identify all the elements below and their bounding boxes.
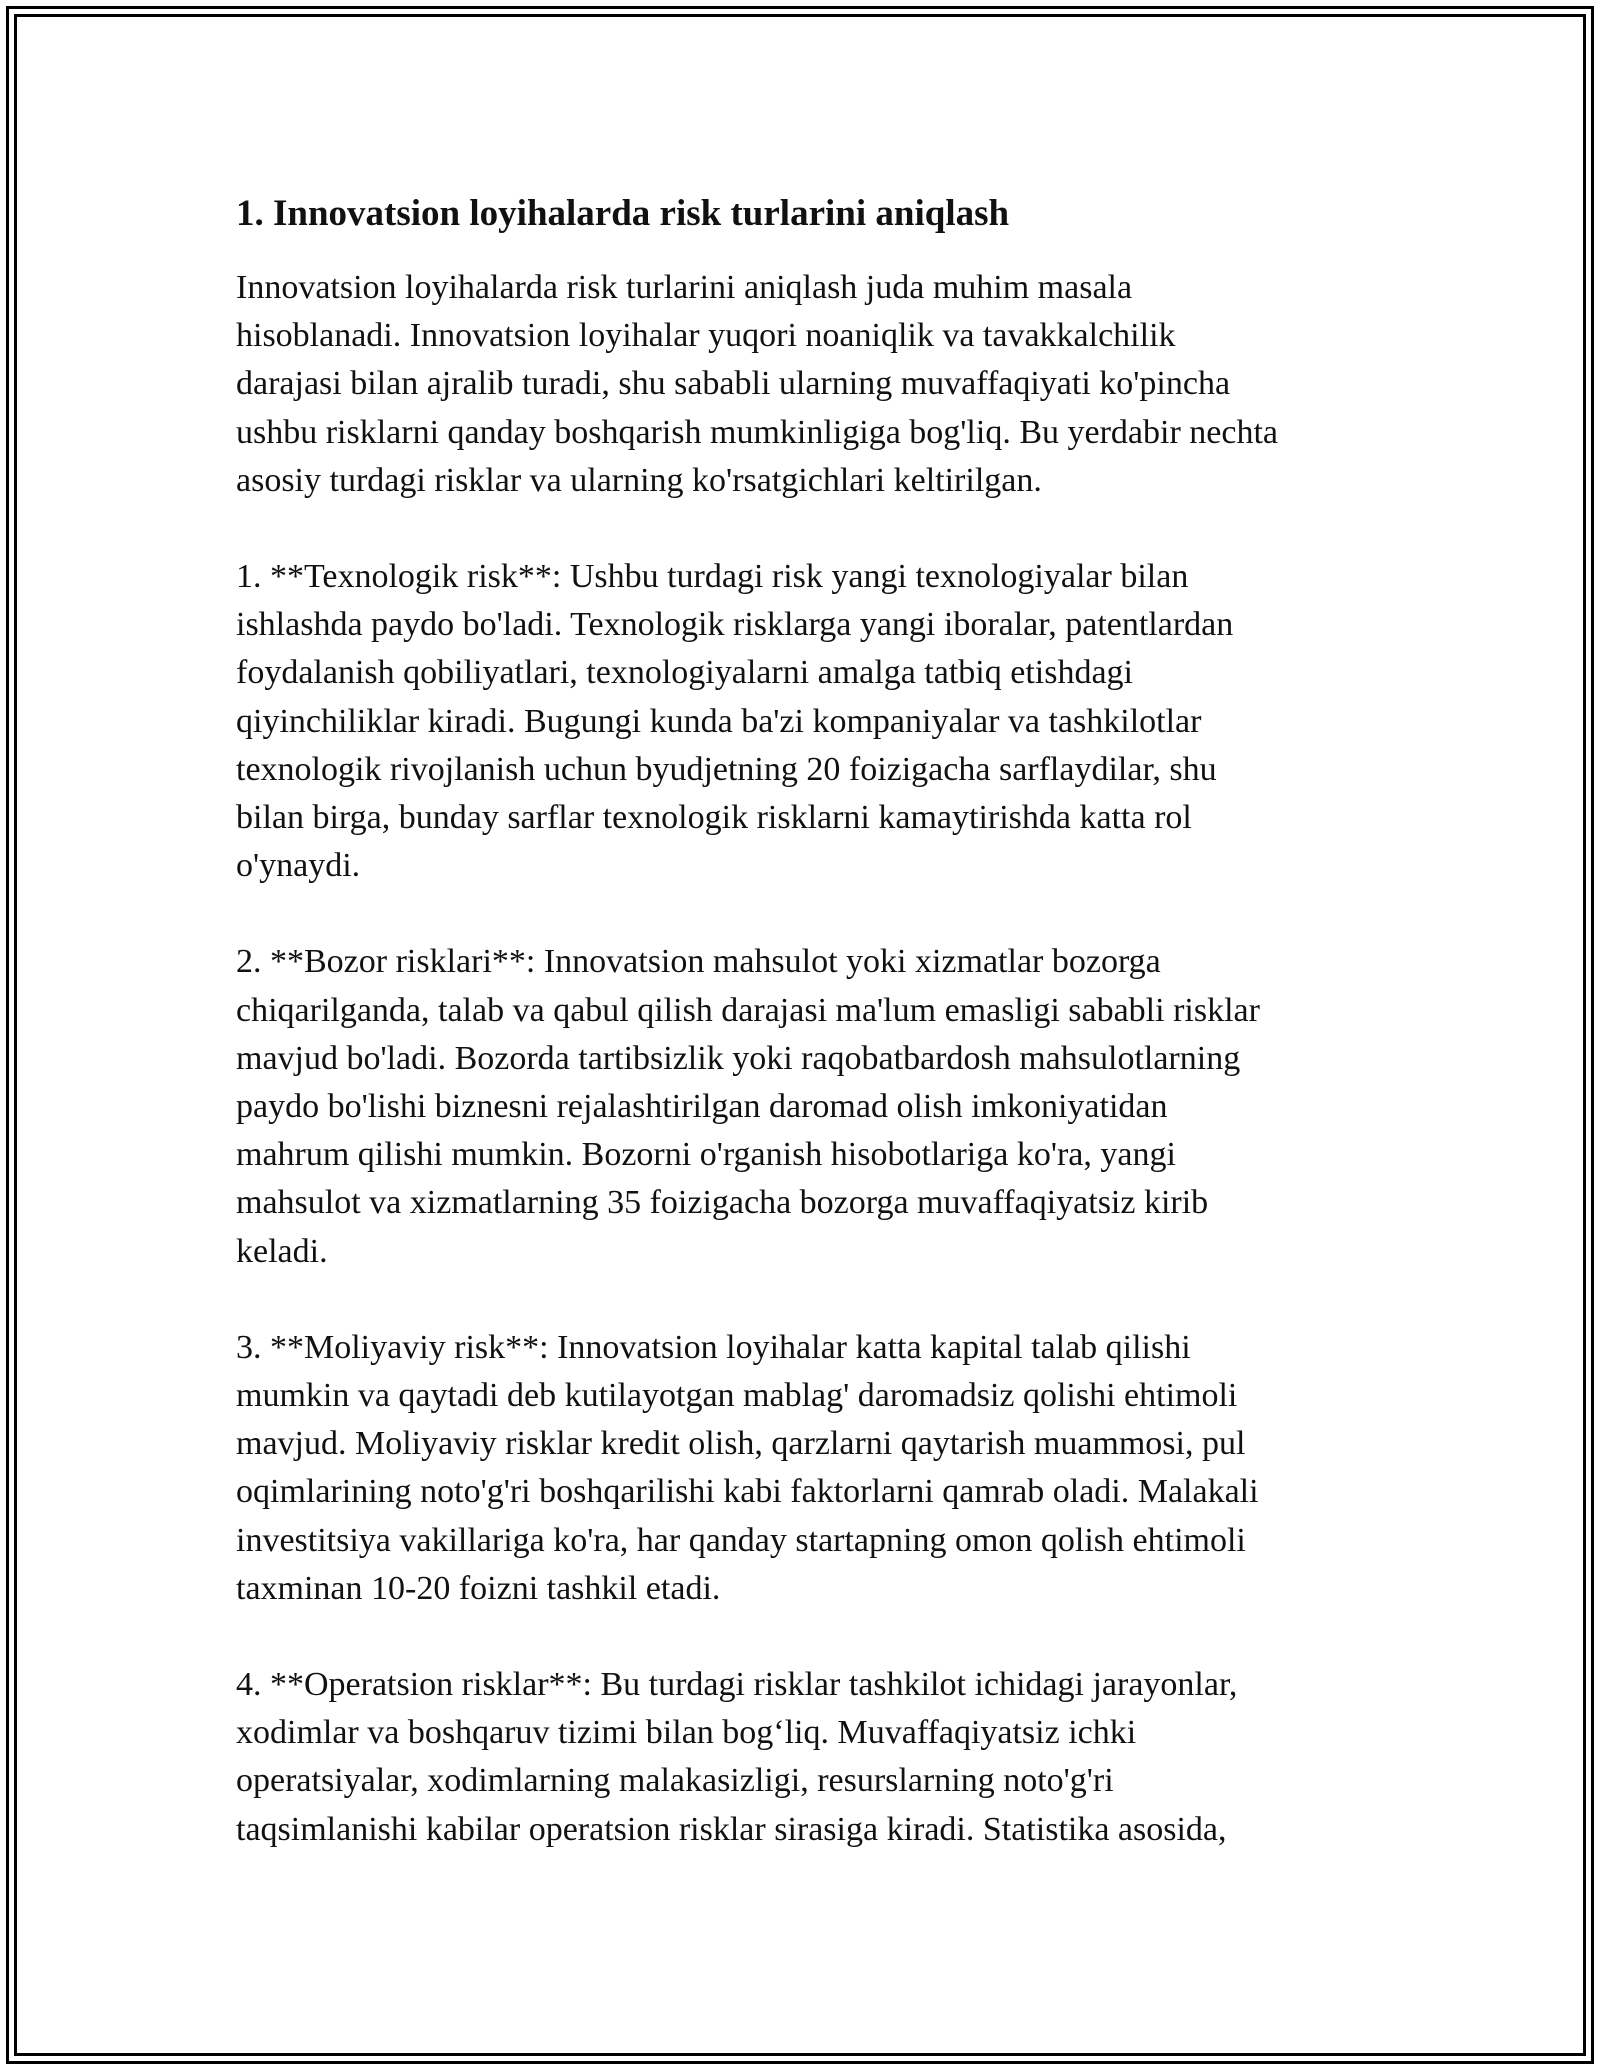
technological-risk-paragraph: 1. **Texnologik risk**: Ushbu turdagi risk yangi texnologiyalar bilan ishlashda paydo bo'ladi. Texnologik risklarga yangi iboralar, patentlardan foydalanish qobiliyatlari, texnologiyalarni amalga tatbiq etishdagi qiyinchiliklar kiradi. Bugungi kunda ba'zi kompaniyalar va tashkilotlar texnologik rivojlanish uchun byudjetning 20 foizigacha sarflaydilar, shu bilan birga, bunday sarflar texnologik risklarni kamaytirishda katta rol o'ynaydi. (236, 558, 1234, 885)
operational-risk-paragraph: 4. **Operatsion risklar**: Bu turdagi risklar tashkilot ichidagi jarayonlar, xodimlar va boshqaruv tizimi bilan bog‘liq. Muvaffaqiyatsiz ichki operatsiyalar, xodimlarning malakasizligi, resurslarning noto'g'ri taqsimlanishi kabilar operatsion risklar sirasiga kiradi. Statistika asosida, (236, 1666, 1238, 1848)
document-body (236, 186, 1376, 1854)
financial-risk-paragraph: 3. **Moliyaviy risk**: Innovatsion loyihalar katta kapital talab qilishi mumkin va qaytadi deb kutilayotgan mablag' daromadsiz qolishi ehtimoli mavjud. Moliyaviy risklar kredit olish, qarzlarni qaytarish muammosi, pul oqimlarining noto'g'ri boshqarilishi kabi faktorlarni qamrab oladi. Malakali investitsiya vakillariga ko'ra, har qanday startapning omon qolish ehtimoli taxminan 10-20 foizni tashkil etadi. (236, 1328, 1259, 1607)
intro-paragraph: Innovatsion loyihalarda risk turlarini aniqlash juda muhim masala hisoblanadi. Innovatsion loyihalar yuqori noaniqlik va tavakkalchilik darajasi bilan ajralib turadi, shu sababli ularning muvaffaqiyati ko'pincha ushbu risklarni qanday boshqarish mumkinligiga bog'liq. Bu yerdabir nechta asosiy turdagi risklar va ularning ko'rsatgichlari keltirilgan. (236, 269, 1278, 499)
section-heading: 1. Innovatsion loyihalarda risk turlarini aniqlash (236, 193, 1010, 234)
market-risk-paragraph: 2. **Bozor risklari**: Innovatsion mahsulot yoki xizmatlar bozorga chiqarilganda, talab va qabul qilish darajasi ma'lum emasligi sababli risklar mavjud bo'ladi. Bozorda tartibsizlik yoki raqobatbardosh mahsulotlarning paydo bo'lishi biznesni rejalashtirilgan daromad olish imkoniyatidan mahrum qilishi mumkin. Bozorni o'rganish hisobotlariga ko'ra, yangi mahsulot va xizmatlarning 35 foizigacha bozorga muvaffaqiyatsiz kirib keladi. (236, 943, 1260, 1270)
